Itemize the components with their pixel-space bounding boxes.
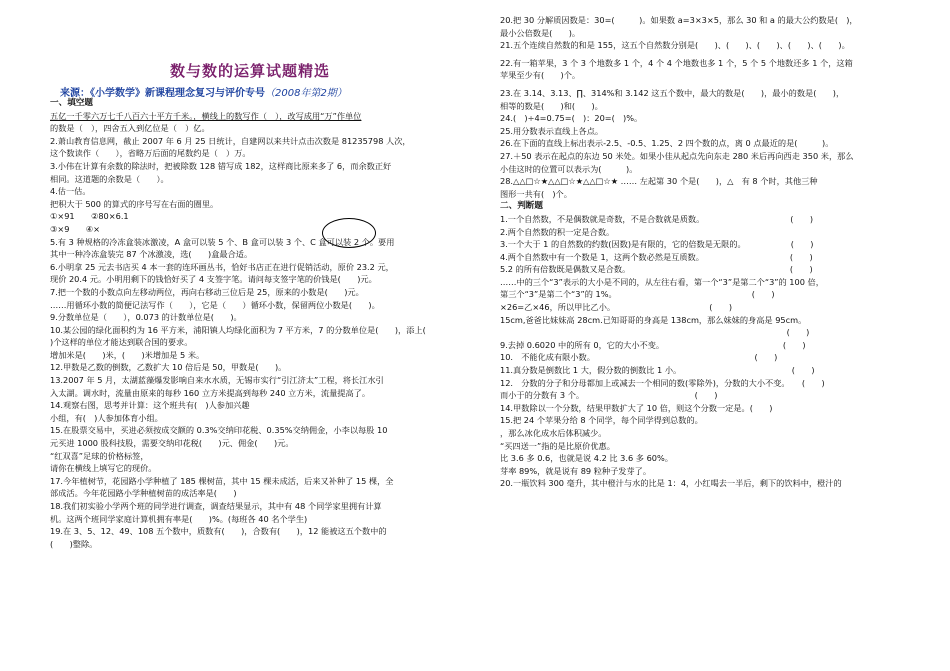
- text-line: [500, 477, 910, 490]
- line-text: 小组，有( )人参加体育小组。: [50, 412, 163, 423]
- section-heading: [50, 97, 470, 110]
- line-text: 9.去掉 0.6020 中的所有 0，它的大小不变。 ( ): [500, 339, 806, 350]
- text-line: [50, 236, 470, 249]
- text-line: [500, 188, 910, 201]
- line-text: 现价 20.4 元。小明用剩下的钱恰好买了 4 支签字笔。请问每支签字笔的价钱是( )元。: [50, 274, 377, 285]
- line-text: 3.小伟在计算有余数的除法时，把被除数 128 错写成 182，这样商比原来多了 6，而余数正好: [50, 160, 392, 171]
- text-line: [50, 349, 470, 362]
- text-line: [500, 226, 910, 239]
- line-text: ……中的三个“3”表示的大小是不同的，从左往右看，第一个“3”是第二个“3”的 100 倍，: [500, 276, 824, 287]
- text-line: [50, 500, 470, 513]
- line-text: 17.今年植树节，花园路小学种植了 185 棵树苗，其中 15 棵未成活，后来又补种了 15 棵，全: [50, 475, 394, 486]
- text-line: [500, 163, 910, 176]
- text-line: [500, 137, 910, 150]
- text-line: [500, 238, 910, 251]
- line-text: 14.甲数除以一个分数，结果甲数扩大了 10 倍，则这个分数一定是。( ): [500, 402, 773, 413]
- text-line: [50, 361, 470, 374]
- text-line: [50, 299, 470, 312]
- text-line: [50, 248, 470, 261]
- line-text: 这个数读作（ ），省略万后面的尾数约是（ ）万。: [50, 148, 251, 159]
- line-text: 5.有 3 种规格的冷冻盒装冰激凌，A 盒可以装 5 个、B 盒可以装 3 个、C 盒可以装 2 个。要用: [50, 236, 395, 247]
- text-line: [50, 185, 470, 198]
- line-text: 21.五个连续自然数的和是 155，这五个自然数分别是( )、( )、( )、( )、( )。: [500, 40, 850, 51]
- text-line: [50, 374, 470, 387]
- text-line: [50, 135, 470, 148]
- text-line: [50, 160, 470, 173]
- line-text: 13.2007 年 5 月，太湖蓝藻爆发影响自来水水质，无锡市实行“引江济太”工程，将长江水引: [50, 375, 384, 386]
- line-text: 机。这两个班同学家庭计算机拥有率是( )%。(每班各 40 名个学生): [50, 513, 308, 524]
- line-text: 20.一瓶饮料 300 毫升，其中橙汁与水的比是 1：4，小红喝去一半后，剩下的饮料中，橙汁的: [500, 478, 842, 489]
- line-text: 6.小明拿 25 元去书店买 4 本一套的连环画丛书，恰好书店正在进行促销活动，原价 23.2 元，: [50, 261, 394, 272]
- text-line: [50, 437, 470, 450]
- text-line: [50, 173, 470, 186]
- line-text: 一、填空题: [50, 98, 93, 108]
- line-text: 的数是（ ），四舍五入到亿位是（ ）亿。: [50, 123, 210, 134]
- text-line: [50, 198, 470, 211]
- line-text: ……用循环小数的简便记法写作（ ），它是（ ）循环小数，保留两位小数是( )。: [50, 299, 380, 310]
- line-text: 11.真分数是倒数比 1 大，假分数的倒数比 1 小。 ( ): [500, 365, 815, 376]
- line-text: 15.把 24 个苹果分给 8 个同学，每个同学得到总数的。: [500, 415, 703, 426]
- text-line: [500, 402, 910, 415]
- line-text: 相同。这道题的余数是（ ）。: [50, 173, 169, 184]
- text-line: [500, 251, 910, 264]
- text-line: [50, 412, 470, 425]
- text-line: [500, 57, 910, 70]
- text-line: [500, 263, 910, 276]
- line-text: 增加米是( )米，( )米增加是 5 米。: [50, 349, 205, 360]
- line-text: “买四送一”指的是比原价优惠。: [500, 440, 615, 451]
- text-line: [500, 125, 910, 138]
- line-text: 4.两个自然数中有一个数是 1，这两个数必然是互质数。 ( ): [500, 251, 813, 262]
- text-line: [50, 462, 470, 475]
- line-text: 7.把一个数的小数点向左移动两位，再向右移动三位后是 25，原来的小数是( )元。: [50, 286, 364, 297]
- line-text: 26.在下面的直线上标出表示-2.5、-0.5、1.25、2 四个数的点，离 0 点最近的是( )。: [500, 138, 834, 149]
- line-text: 14.观察右图，思考并计算：这个班共有( )人参加兴趣: [50, 400, 250, 411]
- line-text: 其中一种冷冻盒装完 87 个冰激凌，选( )盒最合适。: [50, 249, 253, 260]
- text-line: [50, 324, 470, 337]
- text-line: [50, 525, 470, 538]
- line-text: ×26=乙×46，所以甲比乙小。 ( ): [500, 302, 733, 313]
- page-title: 数与数的运算试题精选: [169, 62, 330, 80]
- line-text: 10. 不能化成有限小数。 ( ): [500, 352, 778, 363]
- line-text: 把积大于 500 的算式的序号写在右面的圈里。: [50, 198, 219, 209]
- text-line: [500, 427, 910, 440]
- text-line: [500, 465, 910, 478]
- line-text: 小佳这时的位置可以表示为( )。: [500, 163, 638, 174]
- text-line: [500, 364, 910, 377]
- line-text: 二、判断题: [500, 201, 543, 212]
- text-line: [500, 377, 910, 390]
- line-text: 部成活。今年花园路小学种植树苗的成活率是( ): [50, 488, 237, 499]
- line-text: 元买进 1000 股科技股，需要交纳印花税( )元、佣金( )元。: [50, 438, 294, 449]
- line-text: 最小公倍数是( )。: [500, 27, 581, 38]
- line-text: 1.一个自然数，不是偶数就是奇数，不是合数就是质数。 ( ): [500, 213, 814, 224]
- line-text: ，那么冰化成水后体积减少。: [500, 428, 607, 438]
- line-text: 15.在股票交易中，买进必须按成交额的 0.3%交纳印花税、0.35%交纳佣金，小李以每股 10: [50, 425, 388, 436]
- text-line: [50, 399, 470, 412]
- line-text: 10.某公园的绿化面积约为 16 平方米，浦阳镇人均绿化面积为 7 平方米，7 的分数单位是( )，添上(: [50, 324, 426, 335]
- text-line: [500, 288, 910, 301]
- line-text: ③×9 ④×: [50, 223, 100, 234]
- text-line: [50, 487, 470, 500]
- line-text: 18.我们初实验小学两个班的同学进行调查，调查结果显示，其中有 48 个同学家里拥有计算: [50, 501, 382, 511]
- line-text: 芽率 89%，就是说有 89 粒种子发芽了。: [500, 465, 652, 476]
- text-line: [500, 276, 910, 289]
- text-line: [50, 336, 470, 349]
- line-text: 24.( )÷4=0.75=( )：20=( )%。: [500, 113, 643, 124]
- text-line: [500, 314, 910, 327]
- text-line: [50, 311, 470, 324]
- line-text: 25.用分数表示直线上各点。: [500, 125, 604, 136]
- text-line: [500, 87, 910, 100]
- line-text: 而小于的分数有 3 个。 ( ): [500, 390, 718, 401]
- line-text: 3.一个大于 1 的自然数的约数(因数)是有限的，它的倍数是无限的。 ( ): [500, 239, 814, 250]
- line-text: 23.在 3.14、3.13、∏、314%和 3.142 这五个数中，最大的数是( )，最小的数是( )，: [500, 87, 845, 98]
- text-line: [50, 223, 470, 236]
- line-text: 请你在横线上填写它的现价。: [50, 463, 157, 474]
- source-label: 来源：《小学数学》新课程理念复习与评价专号: [60, 88, 265, 99]
- text-line: [50, 210, 470, 223]
- section-heading: [500, 200, 910, 213]
- text-line: [50, 110, 470, 123]
- text-line: [50, 273, 470, 286]
- line-text: 9.分数单位是（ ），0.073 的计数单位是( )。: [50, 312, 242, 323]
- line-text: 5.2 的所有倍数既是偶数又是合数。 ( ): [500, 264, 813, 275]
- text-line: [500, 326, 910, 339]
- text-line: [500, 301, 910, 314]
- line-text: 入太湖。调水时，流量由原来的每秒 160 立方米提高到每秒 240 立方米，流量提高了。: [50, 387, 371, 398]
- text-line: [500, 389, 910, 402]
- text-line: [500, 100, 910, 113]
- line-text: 19.在 3、5、12、49、108 五个数中，质数有( )，合数有( )，12 能被这五个数中的: [50, 526, 387, 537]
- line-text: 相等的数是( )和( )。: [500, 100, 603, 111]
- text-line: [500, 213, 910, 226]
- text-line: [50, 424, 470, 437]
- text-line: [50, 122, 470, 135]
- line-text: 22.有一箱苹果，3 个 3 个地数多 1 个，4 个 4 个地数也多 1 个，5 个 5 个地数还多 1 个，这箱: [500, 57, 853, 68]
- line-text: 图形一共有( )个。: [500, 188, 572, 199]
- line-text: 五亿一千零六万七千八百六十平方千米。，横线上的数写作（ ），改写成用“万”作单位: [50, 110, 362, 121]
- line-text: 15cm,爸爸比妹妹高 28cm.已知哥哥的身高是 138cm，那么妹妹的身高是 95cm。: [500, 314, 807, 325]
- text-line: [50, 261, 470, 274]
- text-line: [50, 513, 470, 526]
- text-line: [500, 27, 910, 40]
- text-line: [500, 175, 910, 188]
- left-column: [50, 97, 470, 550]
- right-column: [500, 14, 910, 490]
- text-line: [500, 39, 910, 52]
- text-line: [500, 112, 910, 125]
- line-text: 第三个“3”是第二个“3”的 1%。 ( ): [500, 289, 775, 300]
- line-text: )个这样的单位才能达到联合国的要求。: [50, 337, 193, 348]
- line-text: 12.甲数是乙数的倒数，乙数扩大 10 倍后是 50，甲数是( )。: [50, 362, 287, 373]
- source-issue: （2008年第2期）: [265, 88, 347, 99]
- line-text: ①×91 ②80×6.1: [50, 211, 129, 222]
- line-text: 27.＋50 表示在起点的东边 50 米处。如果小佳从起点先向东走 280 米后再向西走 350 米，那么: [500, 150, 854, 161]
- text-line: [500, 14, 910, 27]
- line-text: “红双喜”足球的价格标签，: [50, 450, 149, 461]
- text-line: [50, 286, 470, 299]
- text-line: [500, 339, 910, 352]
- text-line: [50, 475, 470, 488]
- line-text: 20.把 30 分解质因数是：30=( )。如果数 a=3×3×5，那么 30 和 a 的最大公约数是( )，: [500, 15, 858, 25]
- line-text: 4.估一估。: [50, 186, 91, 197]
- line-text: 28.△△□☆★△△□☆★△△□☆★ …… 左起第 30 个是( )，△ 有 8 个时，其他三种: [500, 176, 818, 187]
- line-text: 2.萧山教育信息网，截止 2007 年 6 月 25 日统计，自建网以来共计点击次数是 81235798 人次，: [50, 135, 411, 146]
- line-text: ( )整除。: [50, 538, 98, 549]
- text-line: [50, 538, 470, 551]
- line-text: 12. 分数的分子和分母都加上或减去一个相同的数(零除外)，分数的大小不变。 ( ): [500, 377, 825, 388]
- line-text: ( ): [500, 327, 810, 338]
- text-line: [50, 450, 470, 463]
- text-line: [500, 69, 910, 82]
- text-line: [500, 351, 910, 364]
- text-line: [500, 150, 910, 163]
- line-text: 2.两个自然数的积一定是合数。: [500, 226, 615, 237]
- line-text: 苹果至少有( )个。: [500, 70, 581, 81]
- text-line: [50, 147, 470, 160]
- text-line: [50, 387, 470, 400]
- text-line: [500, 452, 910, 465]
- text-line: [500, 414, 910, 427]
- text-line: [500, 440, 910, 453]
- line-text: 比 3.6 多 0.6，也就是说 4.2 比 3.6 多 60%。: [500, 453, 673, 464]
